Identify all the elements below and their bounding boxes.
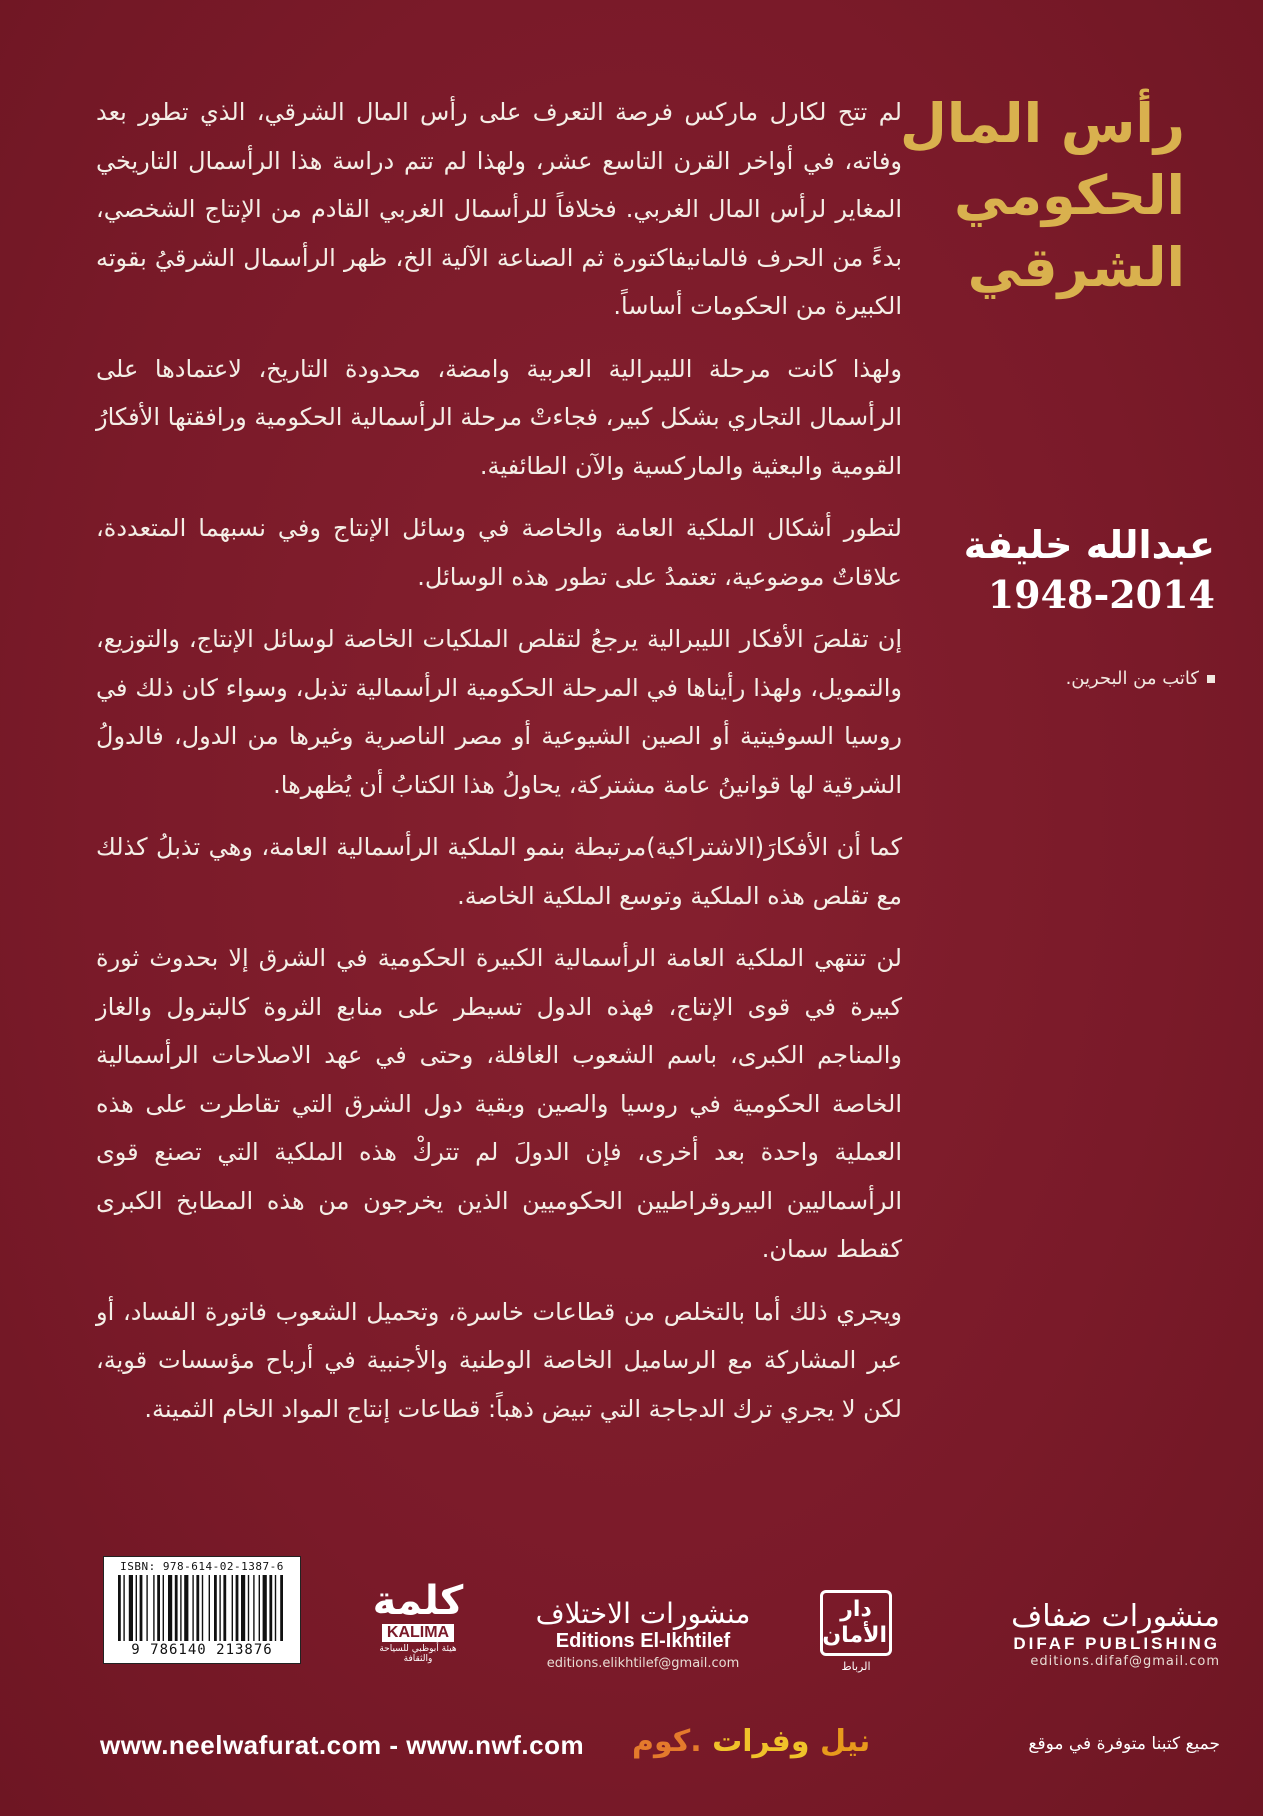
dar-al-aman-logo <box>820 1590 892 1673</box>
blurb-paragraph: ولهذا كانت مرحلة الليبرالية العربية وامضة، محدودة التاريخ، لاعتمادها على الرأسمال التجاري بشكل كبير، فجاءتْ مرحلة الرأسمالية الحكومية ورافقتها الأفكارُ القومية والبعثية والماركسية والآن الطائفية. <box>96 354 902 480</box>
barcode-bar <box>275 1575 276 1641</box>
barcode-bar <box>219 1575 220 1641</box>
barcode-bar <box>253 1575 254 1641</box>
barcode-bar <box>136 1575 137 1641</box>
kalima-logo-arabic: كلمة <box>372 1578 464 1624</box>
isbn-barcode <box>103 1556 301 1664</box>
barcode-bar <box>146 1575 147 1641</box>
kalima-logo-sub: هيئة أبوظبي للسياحة والثقافة <box>379 1644 457 1664</box>
bullet-icon <box>1207 675 1215 683</box>
author-years: 1948-2014 <box>987 572 1215 617</box>
book-title-line: رأس المال <box>899 92 1185 155</box>
barcode-digits: 9 786140 213876 <box>131 1642 273 1658</box>
barcode-bar <box>202 1575 203 1641</box>
barcode-bar <box>259 1575 260 1641</box>
barcode-bar <box>209 1575 210 1641</box>
barcode-bar <box>248 1575 249 1641</box>
barcode-bar <box>175 1575 178 1641</box>
blurb-paragraph: لتطور أشكال الملكية العامة والخاصة في وسائل الإنتاج وفي نسبهما المتعددة، علاقاتٌ موضوعية، تعتمدُ على تطور هذه الوسائل. <box>96 514 902 591</box>
kalima-logo-latin: KALIMA <box>382 1624 454 1642</box>
availability-note: جميع كتبنا متوفرة في موقع <box>1028 1734 1220 1754</box>
footer-urls[interactable]: www.neelwafurat.com - www.nwf.com <box>100 1730 585 1760</box>
footer-bar <box>0 1720 1263 1780</box>
barcode-bar <box>263 1575 267 1641</box>
barcode-bar <box>280 1575 283 1641</box>
barcode-bar <box>269 1575 272 1641</box>
ikhtilef-logo <box>528 1598 758 1671</box>
book-title-line: الشرقي <box>967 236 1185 299</box>
barcode-bar <box>168 1575 172 1641</box>
barcode-bar <box>157 1575 160 1641</box>
blurb-text <box>96 88 902 1447</box>
book-title <box>899 88 1185 304</box>
barcode-bar <box>214 1575 217 1641</box>
barcode-bar <box>196 1575 199 1641</box>
neel-wa-furat-logo <box>632 1724 870 1759</box>
barcode-bar <box>241 1575 245 1641</box>
blurb-paragraph: إن تقلصَ الأفكار الليبرالية يرجعُ لتقلص الملكيات الخاصة لوسائل الإنتاج، والتوزيع، والتمويل، ولهذا رأيناها في المرحلة الحكومية الرأسمالية تذبل، وسواء كان ذلك في روسيا السوفيتية أو الصين الشيوعية أو مصر الناصرية وغيرها من الدول، فالدولُ الشرقية لها قوانينُ عامة مشتركة، يحاولُ هذا الكتابُ أن يُظهرها. <box>96 625 902 799</box>
brand-part: نيل <box>819 1724 871 1759</box>
ikhtilef-logo-arabic: منشورات الاختلاف <box>535 1597 751 1630</box>
blurb-paragraph: ويجري ذلك أما بالتخلص من قطاعات خاسرة، وتحميل الشعوب فاتورة الفساد، أو عبر المشاركة مع الرساميل الخاصة الوطنية والأجنبية في أرباح مؤسسات قوية، لكن لا يجري ترك الدجاجة التي تبيض ذهباً: قطاعات إنتاج المواد الخام الثمينة. <box>96 1297 902 1423</box>
barcode-bar <box>140 1575 143 1641</box>
dar-al-aman-city: الرباط <box>841 1660 871 1673</box>
difaf-logo <box>975 1600 1220 1669</box>
barcode-bar <box>232 1575 233 1641</box>
author-note-text: كاتب من البحرين. <box>1065 668 1199 689</box>
isbn-label: ISBN: 978-614-02-1387-6 <box>120 1560 284 1573</box>
barcode-bar <box>184 1575 188 1641</box>
blurb-paragraph: لم تتح لكارل ماركس فرصة التعرف على رأس المال الشرقي، الذي تطور بعد وفاته، في أواخر القرن التاسع عشر، ولهذا لم تتم دراسة هذا الرأسمال التاريخي المغاير لرأس المال الغربي. فخلافاً للرأسمال الغربي القادم من الإنتاج الشخصي، بدءً من الحرف فالمانيفاكتورة ثم الصناعة الآلية الخ، ظهر الرأسمال الشرقيُ بقوته الكبيرة من الحكومات أساساً. <box>96 98 902 320</box>
barcode-bar <box>180 1575 181 1641</box>
blurb-paragraph: كما أن الأفكارَ(الاشتراكية)مرتبطة بنمو الملكية الرأسمالية العامة، وهي تذبلُ كذلك مع تقلص هذه الملكية وتوسع الملكية الخاصة. <box>96 833 902 910</box>
book-title-line: الحكومي <box>953 164 1185 227</box>
ikhtilef-logo-latin: Editions El-Ikhtilef <box>555 1630 731 1652</box>
brand-part: .كوم <box>632 1724 702 1759</box>
barcode-bar <box>163 1575 164 1641</box>
ikhtilef-email: editions.elikhtilef@gmail.com <box>546 1656 740 1671</box>
difaf-logo-arabic: منشورات ضفاف <box>1011 1599 1220 1634</box>
barcode-bar <box>153 1575 154 1641</box>
author-note <box>960 668 1215 689</box>
barcode-bar <box>129 1575 133 1641</box>
barcode-bar <box>223 1575 226 1641</box>
barcode-bar <box>192 1575 193 1641</box>
difaf-email: editions.difaf@gmail.com <box>1030 1654 1220 1669</box>
barcode-bar <box>236 1575 239 1641</box>
barcode-bar <box>123 1575 124 1641</box>
author-name: عبدالله خليفة <box>963 523 1215 567</box>
difaf-logo-latin: DIFAF PUBLISHING <box>1013 1634 1220 1653</box>
barcode-bars <box>112 1575 292 1641</box>
barcode-bar <box>118 1575 121 1641</box>
dar-al-aman-mark: دار الأمان <box>820 1590 892 1656</box>
blurb-paragraph: لن تنتهي الملكية العامة الرأسمالية الكبيرة الحكومية في الشرق إلا بحدوث ثورة كبيرة في قوى الإنتاج، فهذه الدول تسيطر على منابع الثروة كالبترول والغاز والمناجم الكبرى، باسم الشعوب الغافلة، وحتى في عهد الاصلاحات الرأسمالية الخاصة الحكومية في روسيا والصين وبقية دول الشرق التي تقاطرت على هذه العملية واحدة بعد أخرى، فإن الدولَ لم تتركْ هذه الملكية التي تصنع قوى الرأسماليين البيروقراطيين الحكوميين الذين يخرجون من هذه المطابخ الكبرى كقطط سمان. <box>96 944 902 1263</box>
kalima-logo <box>372 1580 464 1664</box>
brand-part: وفرات <box>712 1724 810 1759</box>
